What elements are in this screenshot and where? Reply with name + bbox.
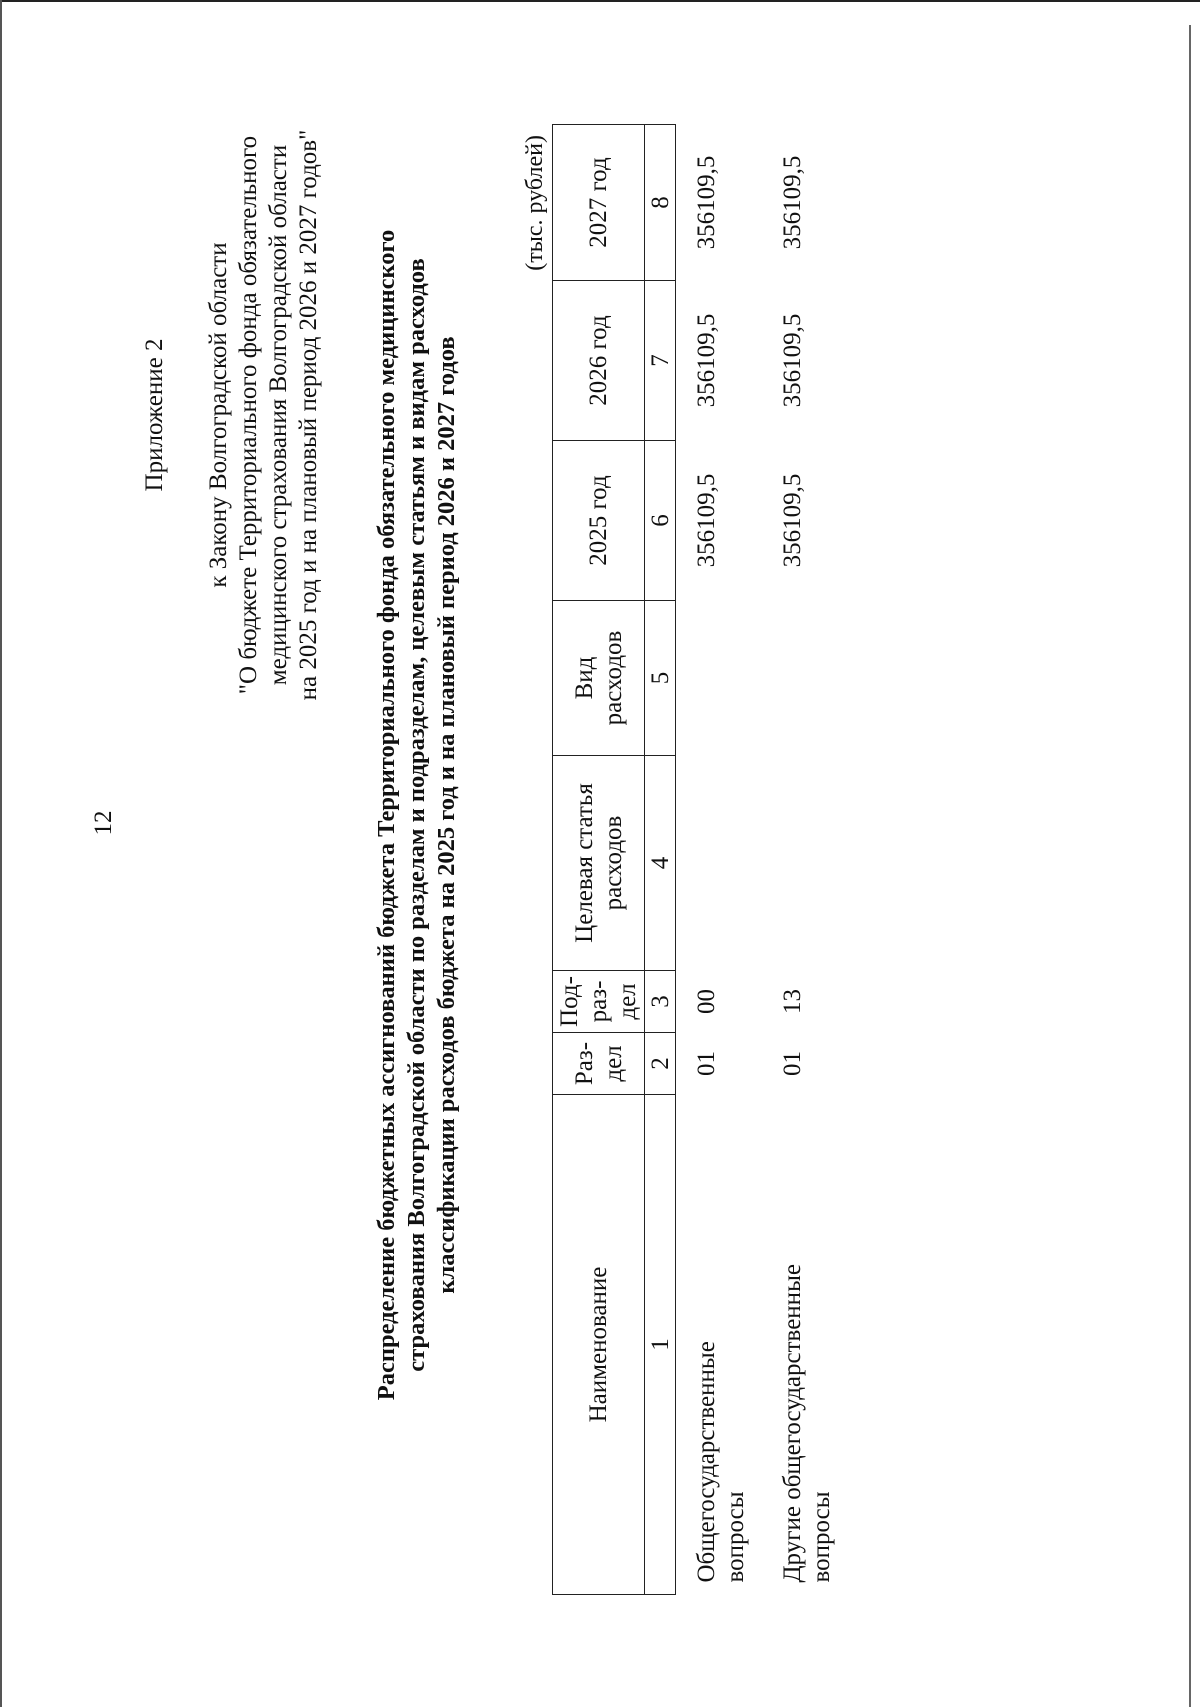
rotated-page: [52, 15, 1112, 1615]
scan-edge-top: [0, 0, 1200, 2]
column-number: 2: [645, 1033, 676, 1095]
page-number: 12: [90, 810, 117, 836]
header-2026: 2026 год: [553, 281, 645, 441]
column-number: 7: [645, 281, 676, 441]
row-section: 01: [693, 1051, 720, 1076]
row-value-2026: 356109,5: [779, 313, 806, 408]
scan-edge-left: [0, 0, 2, 1707]
header-expense-kind: Вид расходов: [553, 601, 645, 756]
header-target-item: Целевая статья расходов: [553, 756, 645, 971]
column-number: 6: [645, 441, 676, 601]
row-subsection: 00: [693, 989, 720, 1014]
row-target-item: [688, 756, 774, 971]
column-number-row: [645, 125, 676, 1595]
header-2025: 2025 год: [553, 441, 645, 601]
header-name: Наименование: [553, 1095, 645, 1595]
table-row: [774, 125, 860, 1595]
row-expense-kind: [688, 601, 774, 756]
header-2027: 2027 год: [553, 125, 645, 281]
column-number: 8: [645, 125, 676, 281]
title-line: страхования Волгоградской области по разделам и подразделам, целевым статьям и видам расходов: [403, 258, 430, 1372]
column-number: 1: [645, 1095, 676, 1595]
table-row: [688, 125, 774, 1595]
column-number: 4: [645, 756, 676, 971]
row-value-2027: 356109,5: [779, 155, 806, 250]
appendix-line: на 2025 год и на плановый период 2026 и 2027 годов": [295, 129, 322, 701]
scan-edge-right: [1189, 25, 1191, 1707]
title-line: классификации расходов бюджета на 2025 год и на плановый период 2026 и 2027 годов: [433, 336, 460, 1294]
appendix-title: Приложение 2: [141, 338, 168, 492]
row-value-2026: 356109,5: [693, 313, 720, 408]
row-value-2025: 356109,5: [693, 473, 720, 568]
row-name: Общегосударственные вопросы: [693, 1341, 749, 1583]
document-title: [372, 165, 462, 1465]
column-number: 5: [645, 601, 676, 756]
row-value-2027: 356109,5: [693, 155, 720, 250]
appendix-line: к Закону Волгоградской области: [205, 242, 232, 588]
appendix-line: медицинского страхования Волгоградской области: [265, 144, 292, 686]
appendix-header: [140, 15, 324, 815]
header-section: Раз- дел: [553, 1033, 645, 1095]
budget-table: [552, 124, 860, 1595]
row-subsection: 13: [779, 989, 806, 1014]
row-target-item: [774, 756, 860, 971]
column-number: 3: [645, 971, 676, 1033]
unit-label: (тыс. рублей): [522, 135, 548, 271]
row-expense-kind: [774, 601, 860, 756]
table-header-row: [553, 125, 645, 1595]
title-line: Распределение бюджетных ассигнований бюджета Территориального фонда обязательного медицинского: [373, 229, 400, 1401]
row-value-2025: 356109,5: [779, 473, 806, 568]
row-section: 01: [779, 1051, 806, 1076]
header-subsection: Под- раз- дел: [553, 971, 645, 1033]
row-name: Другие общегосударственные вопросы: [779, 1264, 835, 1583]
appendix-line: "О бюджете Территориального фонда обязательного: [235, 135, 262, 695]
